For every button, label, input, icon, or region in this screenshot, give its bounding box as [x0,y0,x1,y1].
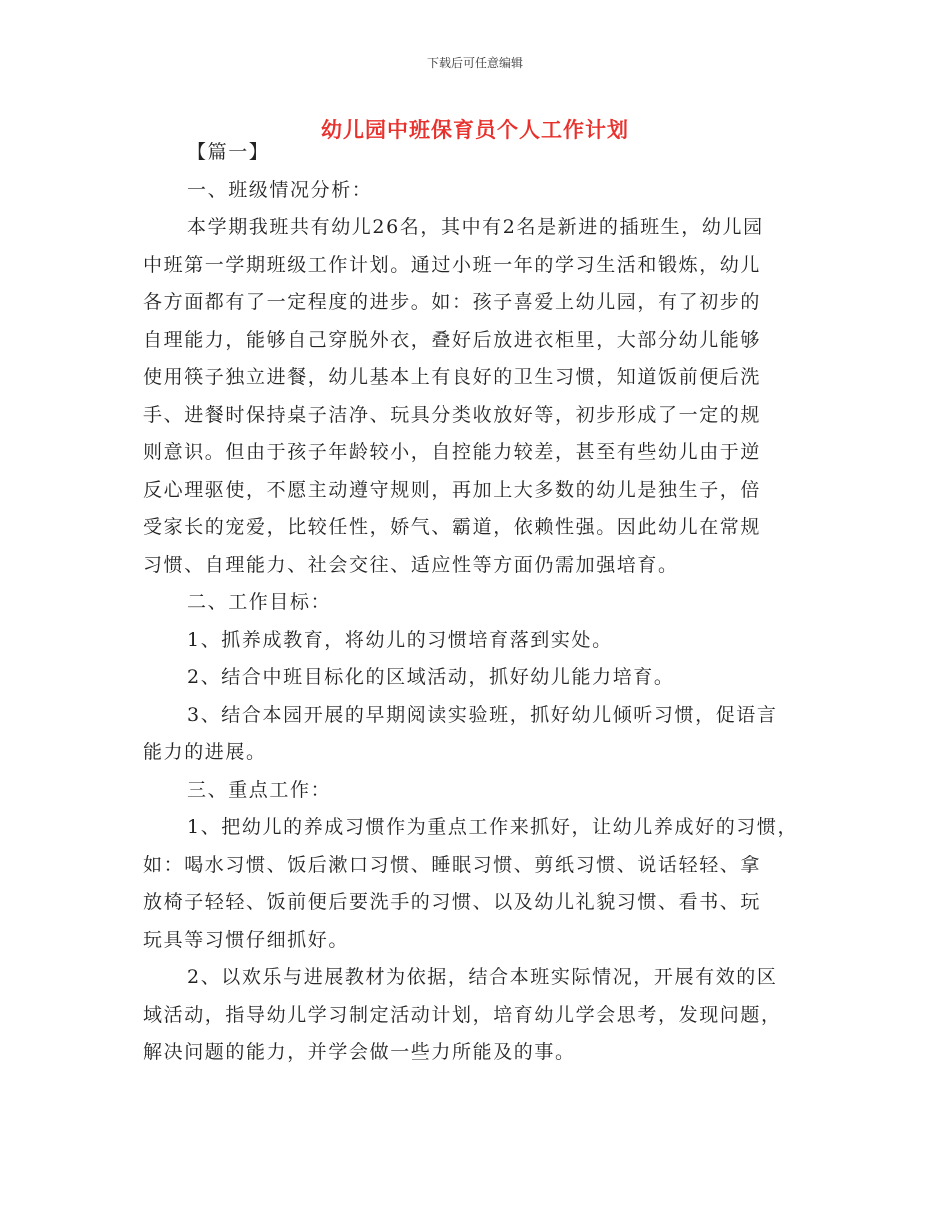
page-header-note: 下载后可任意编辑 [426,56,523,70]
paragraph-line: 反心理驱使，不愿主动遵守规则，再加上大多数的幼儿是独生子，倍 [143,479,762,501]
paragraph-line: 能力的进展。 [143,741,267,763]
paragraph-line: 各方面都有了一定程度的进步。如：孩子喜爱上幼儿园，有了初步的 [143,291,762,313]
paragraph-line: 玩具等习惯仔细抓好。 [143,929,350,951]
paragraph-line: 则意识。但由于孩子年龄较小，自控能力较差，甚至有些幼儿由于逆 [143,441,762,463]
paragraph-line: 受家长的宠爱，比较任性，娇气、霸道，依赖性强。因此幼儿在常规 [143,516,762,538]
heading-class-analysis: 一、班级情况分析： [187,179,373,201]
paragraph-line: 自理能力，能够自己穿脱外衣，叠好后放进衣柜里，大部分幼儿能够 [143,329,762,351]
heading-work-goals: 二、工作目标： [187,591,332,613]
goal-item-1: 1、抓养成教育，将幼儿的习惯培育落到实处。 [187,629,613,651]
paragraph-line: 域活动，指导幼儿学习制定活动计划，培育幼儿学会思考，发现问题， [143,1004,782,1026]
paragraph-line: 本学期我班共有幼儿26名，其中有2名是新进的插班生，幼儿园 [187,216,764,238]
paragraph-line: 手、进餐时保持桌子洁净、玩具分类收放好等，初步形成了一定的规 [143,404,762,426]
document-title: 幼儿园中班保育员个人工作计划 [321,118,629,142]
paragraph-line: 使用筷子独立进餐，幼儿基本上有良好的卫生习惯，知道饭前便后洗 [143,366,762,388]
section-label: 【篇一】 [187,141,270,163]
paragraph-line: 习惯、自理能力、社会交往、适应性等方面仍需加强培育。 [143,554,679,576]
goal-item-2: 2、结合中班目标化的区域活动，抓好幼儿能力培育。 [187,666,675,688]
key-work-item-2: 2、以欢乐与进展教材为依据，结合本班实际情况，开展有效的区 [187,966,778,988]
goal-item-3: 3、结合本园开展的早期阅读实验班，抓好幼儿倾听习惯，促语言 [187,704,778,726]
key-work-item-1: 1、把幼儿的养成习惯作为重点工作来抓好，让幼儿养成好的习惯， [187,816,799,838]
heading-key-work: 三、重点工作： [187,779,332,801]
paragraph-line: 中班第一学期班级工作计划。通过小班一年的学习生活和锻炼，幼儿 [143,254,762,276]
paragraph-line: 放椅子轻轻、饭前便后要洗手的习惯、以及幼儿礼貌习惯、看书、玩 [143,891,762,913]
paragraph-line: 解决问题的能力，并学会做一些力所能及的事。 [143,1041,576,1063]
paragraph-line: 如：喝水习惯、饭后漱口习惯、睡眠习惯、剪纸习惯、说话轻轻、拿 [143,854,762,876]
